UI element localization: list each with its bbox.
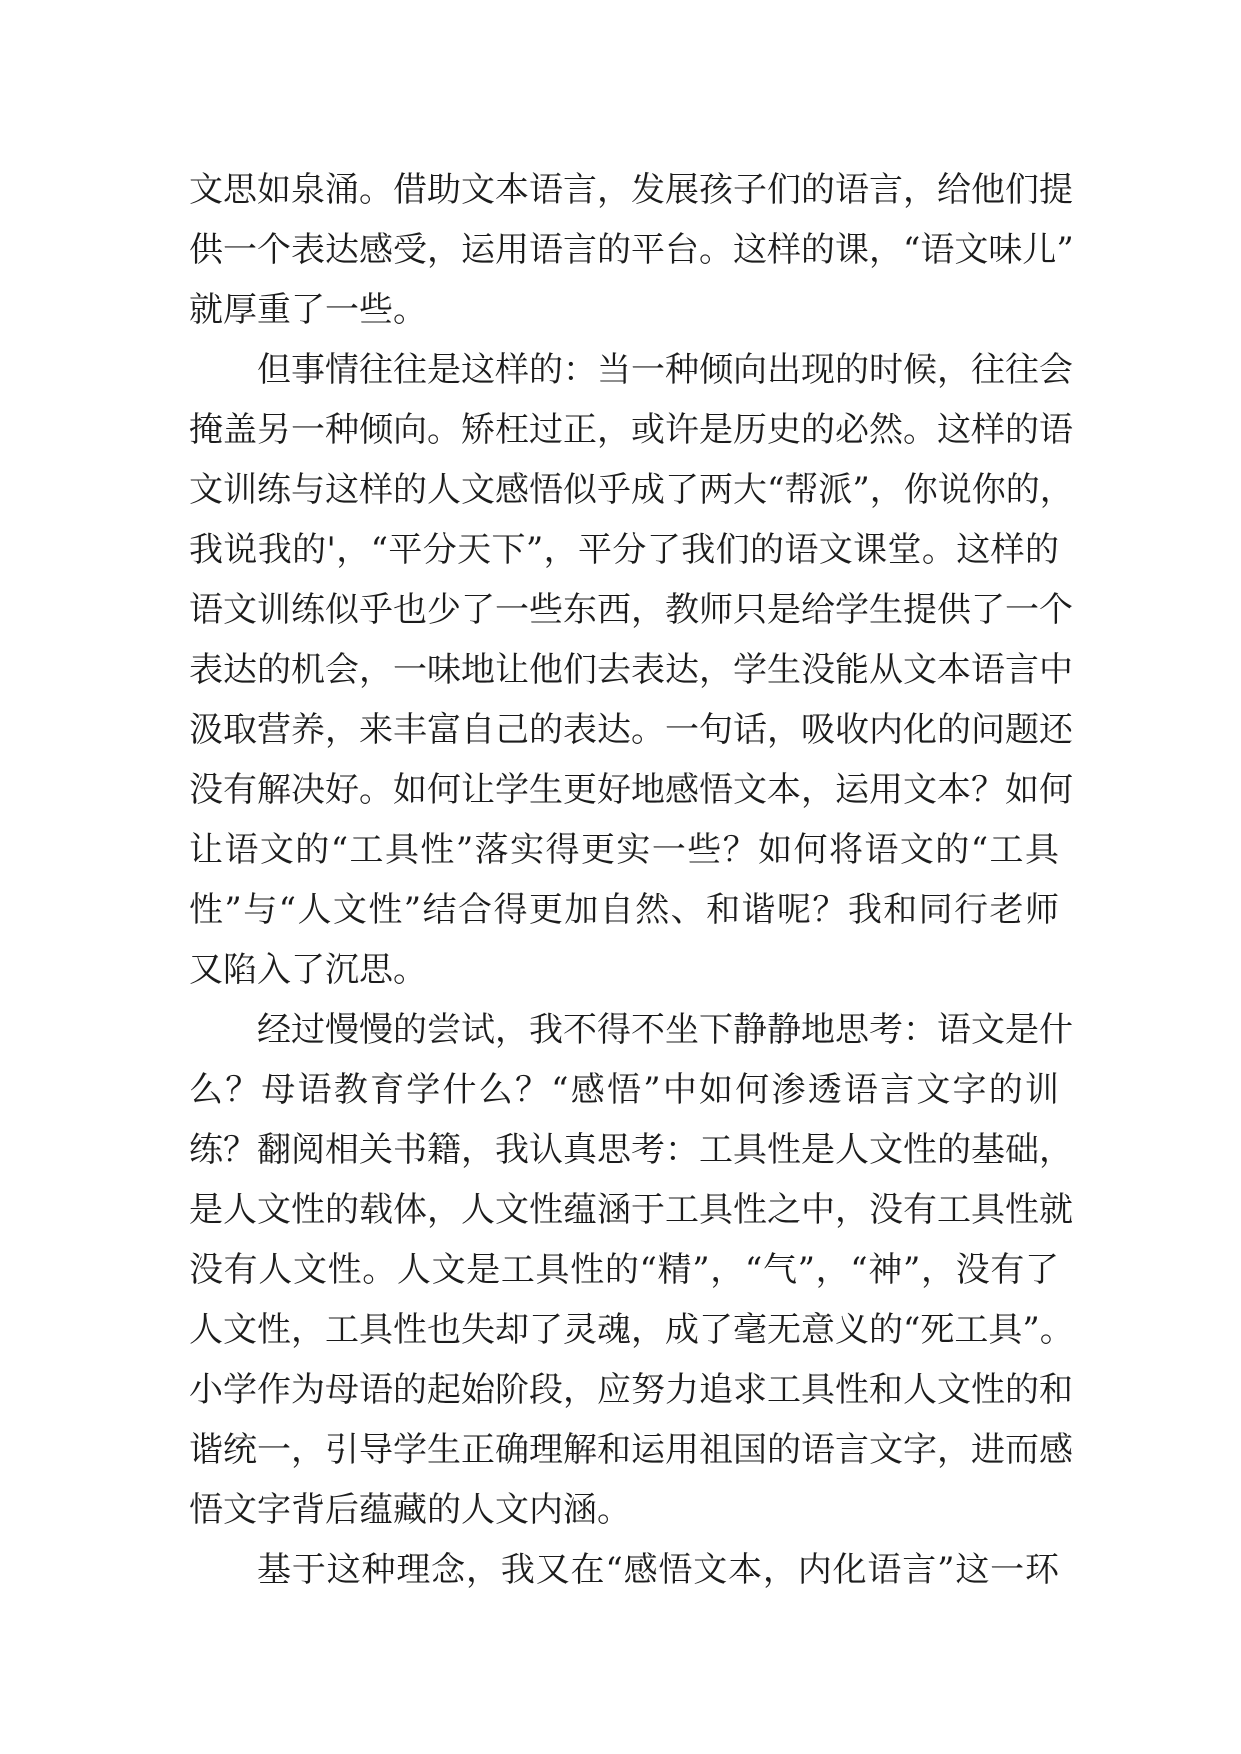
text-line: 小学作为母语的起始阶段，应努力追求工具性和人文性的和 xyxy=(189,1370,1073,1410)
text-line: 性”与“人文性”结合得更加自然、和谐呢？我和同行老师 xyxy=(189,890,1059,930)
text-line: 是人文性的载体，人文性蕴涵于工具性之中，没有工具性就 xyxy=(189,1190,1073,1230)
text-line: 就厚重了一些。 xyxy=(189,290,427,330)
text-line: 语文训练似乎也少了一些东西，教师只是给学生提供了一个 xyxy=(189,590,1073,630)
text-line: 供一个表达感受，运用语言的平台。这样的课，“语文味儿” xyxy=(189,230,1074,270)
text-line: 我说我的'，“平分天下”，平分了我们的语文课堂。这样的 xyxy=(189,530,1059,570)
text-line: 让语文的“工具性”落实得更实一些？如何将语文的“工具 xyxy=(189,830,1059,870)
text-line: 么？母语教育学什么？“感悟”中如何渗透语言文字的训 xyxy=(189,1070,1059,1110)
text-line: 又陷入了沉思。 xyxy=(189,950,427,990)
text-line: 文思如泉涌。借助文本语言，发展孩子们的语言，给他们提 xyxy=(189,170,1073,210)
text-line: 表达的机会，一味地让他们去表达，学生没能从文本语言中 xyxy=(189,650,1073,690)
text-line: 没有人文性。人文是工具性的“精”，“气”，“神”，没有了 xyxy=(189,1250,1059,1290)
text-line: 汲取营养，来丰富自己的表达。一句话，吸收内化的问题还 xyxy=(189,710,1073,750)
text-line: 谐统一，引导学生正确理解和运用祖国的语言文字，进而感 xyxy=(189,1430,1073,1470)
text-line: 练？翻阅相关书籍，我认真思考：工具性是人文性的基础， xyxy=(189,1130,1073,1170)
text-line: 文训练与这样的人文感悟似乎成了两大“帮派”，你说你的， xyxy=(189,470,1074,510)
text-line: 悟文字背后蕴藏的人文内涵。 xyxy=(189,1490,631,1530)
text-line: 没有解决好。如何让学生更好地感悟文本，运用文本？如何 xyxy=(189,770,1073,810)
paragraph xyxy=(189,1540,1059,1600)
paragraph xyxy=(189,160,1074,340)
text-line: 掩盖另一种倾向。矫枉过正，或许是历史的必然。这样的语 xyxy=(189,410,1073,450)
text-line: 人文性，工具性也失却了灵魂，成了毫无意义的“死工具”。 xyxy=(189,1310,1074,1350)
body-text xyxy=(189,160,1074,1600)
text-line: 但事情往往是这样的：当一种倾向出现的时候，往往会 xyxy=(257,350,1073,390)
paragraph xyxy=(189,340,1074,1000)
text-line: 基于这种理念，我又在“感悟文本，内化语言”这一环 xyxy=(257,1550,1059,1590)
paragraph xyxy=(189,1000,1074,1540)
text-line: 经过慢慢的尝试，我不得不坐下静静地思考：语文是什 xyxy=(257,1010,1073,1050)
